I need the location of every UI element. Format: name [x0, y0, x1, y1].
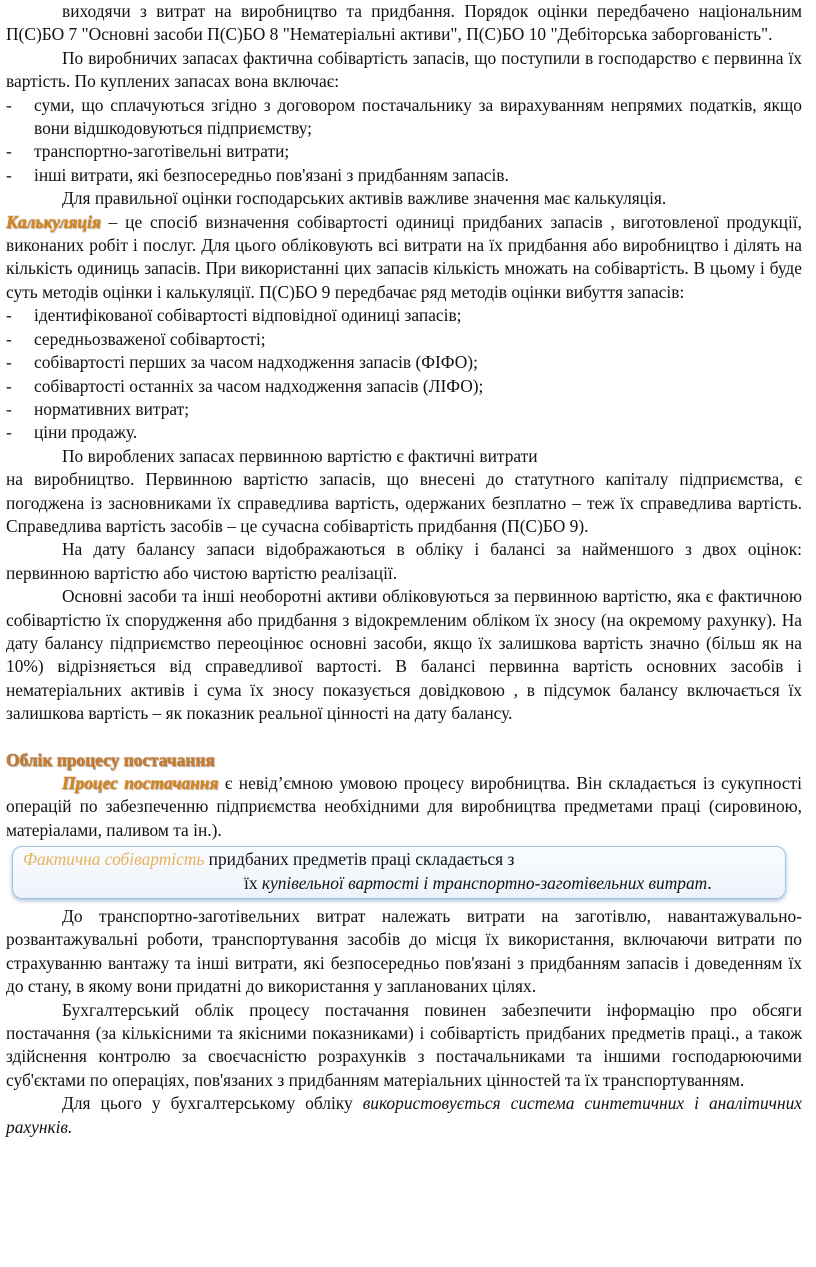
dash-marker: -: [6, 94, 12, 115]
list-item: - собівартості останніх за часом надходження запасів (ЛІФО);: [6, 375, 802, 398]
blank-line: [6, 726, 802, 749]
dash-marker: -: [6, 305, 12, 326]
dash-marker: -: [6, 328, 12, 349]
paragraph-valuation-standards: виходячи з витрат на виробництво та придбання. Порядок оцінки передбачено національним П(С)БО 7 "Основні засоби П(С)БО 8 "Нематеріальні активи", П(С)БО 10 "Дебіторська заборгованість".: [6, 1, 802, 45]
paragraph-produced-stock-line: По вироблених запасах первинною вартістю є фактичні витрати: [62, 445, 538, 466]
paragraph-transport-costs: До транспортно-заготівельних витрат належать витрати на заготівлю, навантажувально-розвантажувальні роботи, транспортування засобів до місця їх використання, включаючи витрати по страхуванню вантажу та інші витрати, які безпосередньо пов'язані з придбанням запасів і доведенням їх до стану, в якому вони придатні до використання у запланованих цілях.: [6, 906, 802, 997]
list-item: - середньозваженої собівартості;: [6, 328, 802, 351]
paragraph-produced-stock: на виробництво. Первинною вартістю запасів, що внесені до статутного капіталу підприємства, є погоджена із засновниками їх справедлива вартість, одержаних безплатно – теж їх справедлива вартість. Справедлива вартість засобів – це сучасна собівартість придбання (П(С)БО 9).: [6, 469, 802, 536]
dash-marker: -: [6, 164, 12, 185]
list-purchase-costs: [6, 94, 802, 188]
paragraph-production-stock: По виробничих запасах фактична собівартість запасів, що поступили в господарство є первинна їх вартість. По куплених запасах вона включає:: [6, 47, 802, 92]
actual-cost-callout: [12, 846, 786, 899]
list-item: - інші витрати, які безпосередньо пов'язані з придбанням запасів.: [6, 164, 802, 187]
paragraph-balance-date: На дату балансу запаси відображаються в обліку і балансі за найменшого з двох оцінок: первинною вартістю або чистою вартістю реалізації.: [6, 539, 802, 583]
list-valuation-methods: [6, 304, 802, 444]
list-item: - ідентифікованої собівартості відповідної одиниці запасів;: [6, 304, 802, 327]
section-heading: Облік процесу постачання: [6, 749, 215, 770]
dash-marker: -: [6, 422, 12, 443]
dash-marker: -: [6, 141, 12, 162]
callout-line-2: їх купівельної вартості і транспортно-заготівельних витрат.: [244, 872, 712, 893]
paragraph-calculation-intro: Для правильної оцінки господарських активів важливе значення має калькуляція.: [62, 188, 667, 209]
dash-marker: -: [6, 375, 12, 396]
callout-line-1: Фактична собівартість придбаних предметів праці складається з: [23, 849, 515, 870]
paragraph-fixed-assets: Основні засоби та інші необоротні активи обліковуються за первинною вартістю, яка є фактичною собівартістю їх спорудження або придбання з відокремленим обліком їх зносу (на окремому рахунку). На дату балансу підприємство переоцінює основні засоби, якщо їх залишкова вартість значно (більш як на 10%) відрізняється від справедливої вартості. В балансі первинна вартість основних засобів і нематеріальних активів і сума їх зносу показується довідковою , в підсумок балансу включається їх залишкова вартість – як показник реальної цінності на дату балансу.: [6, 586, 802, 724]
term-supply-process: Процес постачання: [62, 773, 219, 793]
list-item: - нормативних витрат;: [6, 398, 802, 421]
list-item: - транспортно-заготівельні витрати;: [6, 140, 802, 163]
list-item: - суми, що сплачуються згідно з договором постачальнику за вирахуванням непрямих податків, якщо вони відшкодовуються підприємству;: [6, 94, 802, 141]
paragraph-accounting-goals: Бухгалтерський облік процесу постачання повинен забезпечити інформацію про обсяги постачання (за кількісними та якісними показниками) і собівартість придбаних предметів праці., а також здійснення контролю за своєчасністю розрахунків з постачальниками та іншими господарюючими суб'єктами по операціях, пов'язаних з придбанням матеріальних цінностей та їх транспортуванням.: [6, 999, 802, 1090]
term-calculation: Калькуляція: [6, 211, 101, 232]
dash-marker: -: [6, 398, 12, 419]
term-actual-cost: Фактична собівартість: [23, 849, 205, 870]
dash-marker: -: [6, 352, 12, 373]
list-item: - собівартості перших за часом надходження запасів (ФІФО);: [6, 351, 802, 374]
list-item: - ціни продажу.: [6, 421, 802, 444]
paragraph-supply-process: Процес постачання є невід’ємною умовою процесу виробництва. Він складається із сукупності операцій по забезпеченню підприємства необхідними для виробництва предметами праці (сировиною, матеріалами, паливом та ін.).: [6, 773, 802, 840]
paragraph-calculation-definition: Калькуляція – це спосіб визначення собівартості одиниці придбаних запасів , виготовленої продукції, виконаних робіт і послуг. Для цього обліковують всі витрати на їх придбання або виробництво і ділять на кількість одиниць запасів. При використанні цих запасів кількість множать на собівартість. В цьому і буде суть методів оцінки і калькуляції. П(С)БО 9 передбачає ряд методів оцінки вибуття запасів:: [6, 211, 802, 302]
paragraph-accounts-system: Для цього у бухгалтерському обліку використовується система синтетичних і аналітичних рахунків.: [6, 1093, 802, 1137]
